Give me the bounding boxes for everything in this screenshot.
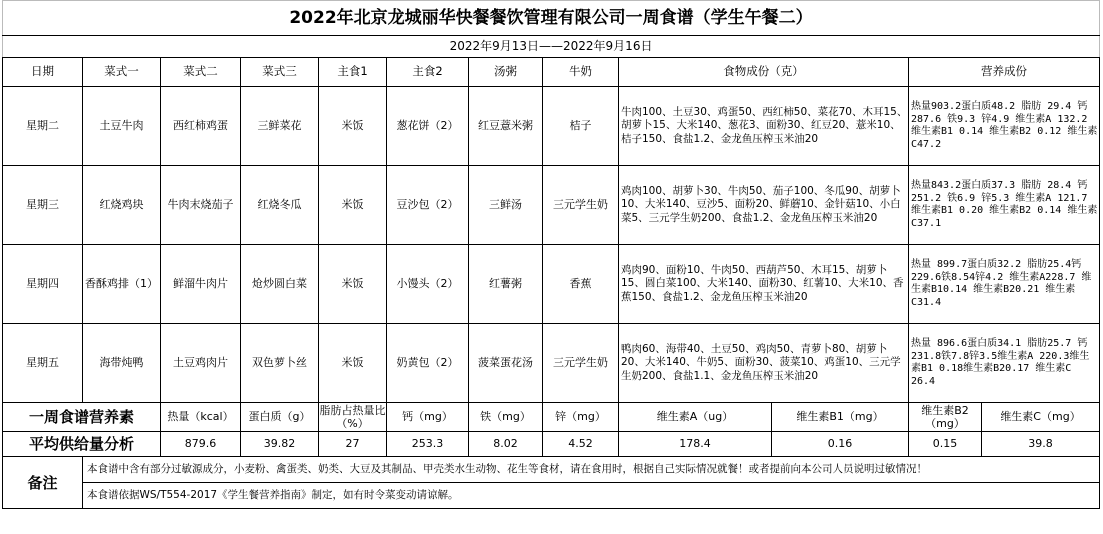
avg-value-zinc: 4.52 xyxy=(543,432,619,457)
ingredients-cell: 鸡肉90、面粉10、牛肉50、西葫芦50、木耳15、胡萝卜15、圆白菜100、大米140、面粉30、红薯10、大米10、香蕉150、食盐1.2、金龙鱼压榨玉米油20 xyxy=(619,245,909,324)
header-ingredients: 食物成份（克） xyxy=(619,58,909,87)
dish3-cell: 双色萝卜丝 xyxy=(241,324,319,403)
avg-value-calcium: 253.3 xyxy=(387,432,469,457)
dish1-cell: 红烧鸡块 xyxy=(83,166,161,245)
staple1-cell: 米饭 xyxy=(319,245,387,324)
avg-header-row xyxy=(3,403,1100,432)
date-range: 2022年9月13日——2022年9月16日 xyxy=(3,36,1100,58)
dish1-cell: 土豆牛肉 xyxy=(83,87,161,166)
staple2-cell: 豆沙包（2） xyxy=(387,166,469,245)
soup-cell: 红豆薏米粥 xyxy=(469,87,543,166)
menu-table xyxy=(2,0,1100,509)
nutrition-cell: 热量 896.6蛋白质34.1 脂肪25.7 钙231.8铁7.8锌3.5维生素A 220.3维生素B1 0.18维生素B20.17 维生素C 26.4 xyxy=(909,324,1100,403)
avg-value-vitamin-b1: 0.16 xyxy=(772,432,909,457)
staple1-cell: 米饭 xyxy=(319,324,387,403)
day-row xyxy=(3,245,1100,324)
avg-value-iron: 8.02 xyxy=(469,432,543,457)
header-staple2: 主食2 xyxy=(387,58,469,87)
ingredients-cell: 鸭肉60、海带40、土豆50、鸡肉50、青萝卜80、胡萝卜20、大米140、牛奶5、面粉30、菠菜10、鸡蛋10、三元学生奶200、食盐1.1、金龙鱼压榨玉米油20 xyxy=(619,324,909,403)
dish2-cell: 牛肉末烧茄子 xyxy=(161,166,241,245)
avg-value-vitamin-a: 178.4 xyxy=(619,432,772,457)
header-staple1: 主食1 xyxy=(319,58,387,87)
day-label: 星期二 xyxy=(3,87,83,166)
staple2-cell: 小馒头（2） xyxy=(387,245,469,324)
dish3-cell: 红烧冬瓜 xyxy=(241,166,319,245)
avg-value-vitamin-b2: 0.15 xyxy=(909,432,982,457)
day-row xyxy=(3,166,1100,245)
avg-header-fat-ratio: 脂肪占热量比（%） xyxy=(319,403,386,430)
header-nutrition: 营养成份 xyxy=(909,58,1100,87)
staple2-cell: 奶黄包（2） xyxy=(387,324,469,403)
milk-cell: 桔子 xyxy=(543,87,619,166)
day-row xyxy=(3,87,1100,166)
avg-header-vitamin-a: 维生素A（ug） xyxy=(619,403,772,432)
avg-value-vitamin-c: 39.8 xyxy=(982,432,1100,457)
dish2-cell: 西红柿鸡蛋 xyxy=(161,87,241,166)
dish3-cell: 三鲜菜花 xyxy=(241,87,319,166)
ingredients-cell: 牛肉100、土豆30、鸡蛋50、西红柿50、菜花70、木耳15、胡萝卜15、大米140、葱花3、面粉30、红豆20、薏米10、桔子150、食盐1.2、金龙鱼压榨玉米油20 xyxy=(619,87,909,166)
soup-cell: 三鲜汤 xyxy=(469,166,543,245)
dish1-cell: 香酥鸡排（1） xyxy=(83,245,161,324)
header-dish3: 菜式三 xyxy=(241,58,319,87)
nutrition-cell: 热量903.2蛋白质48.2 脂肪 29.4 钙 287.6 铁9.3 锌4.9 维生素A 132.2 维生素B1 0.14 维生素B2 0.12 维生素C47.2 xyxy=(909,87,1100,166)
avg-header-zinc: 锌（mg） xyxy=(543,403,619,432)
avg-header-protein: 蛋白质（g） xyxy=(241,403,319,432)
nutrition-cell: 热量843.2蛋白质37.3 脂肪 28.4 钙 251.2 铁6.9 锌5.3 维生素A 121.7 维生素B1 0.20 维生素B2 0.14 维生素C37.1 xyxy=(909,166,1100,245)
page-title: 2022年北京龙城丽华快餐餐饮管理有限公司一周食谱（学生午餐二） xyxy=(3,1,1100,36)
header-milk: 牛奶 xyxy=(543,58,619,87)
header-date: 日期 xyxy=(3,58,83,87)
avg-header-calcium: 钙（mg） xyxy=(387,403,469,432)
soup-cell: 菠菜蛋花汤 xyxy=(469,324,543,403)
day-label: 星期五 xyxy=(3,324,83,403)
staple2-cell: 葱花饼（2） xyxy=(387,87,469,166)
avg-header-vitamin-b1: 维生素B1（mg） xyxy=(772,403,909,432)
dish1-cell: 海带炖鸭 xyxy=(83,324,161,403)
avg-value-fat-ratio: 27 xyxy=(319,432,387,457)
header-soup: 汤粥 xyxy=(469,58,543,87)
milk-cell: 三元学生奶 xyxy=(543,324,619,403)
avg-header-vitamin-c: 维生素C（mg） xyxy=(982,403,1100,432)
avg-header-iron: 铁（mg） xyxy=(469,403,543,432)
dish2-cell: 土豆鸡肉片 xyxy=(161,324,241,403)
dish3-cell: 炝炒圆白菜 xyxy=(241,245,319,324)
milk-cell: 三元学生奶 xyxy=(543,166,619,245)
avg-section-label-1: 一周食谱营养素 xyxy=(3,403,161,432)
avg-value-kcal: 879.6 xyxy=(161,432,241,457)
notes-row xyxy=(3,457,1100,483)
note-allergen: 本食谱中含有部分过敏源成分，小麦粉、禽蛋类、奶类、大豆及其制品、甲壳类水生动物、花生等食材，请在食用时，根据自己实际情况就餐！或者提前向本公司人员说明过敏情况！ xyxy=(83,457,1100,483)
staple1-cell: 米饭 xyxy=(319,87,387,166)
staple1-cell: 米饭 xyxy=(319,166,387,245)
note-guideline: 本食谱依据WS/T554-2017《学生餐营养指南》制定，如有时令菜变动请谅解。 xyxy=(83,483,1100,509)
avg-header-vitamin-b2: 维生素B2（mg） xyxy=(909,403,982,432)
soup-cell: 红薯粥 xyxy=(469,245,543,324)
day-row xyxy=(3,324,1100,403)
avg-value-row xyxy=(3,432,1100,457)
ingredients-cell: 鸡肉100、胡萝卜30、牛肉50、茄子100、冬瓜90、胡萝卜10、大米140、豆沙5、面粉20、鲜蘑10、金针菇10、小白菜5、三元学生奶200、食盐1.2、金龙鱼压榨玉米油20 xyxy=(619,166,909,245)
nutrition-cell: 热量 899.7蛋白质32.2 脂肪25.4钙229.6铁8.54锌4.2 维生素A228.7 维生素B10.14 维生素B20.21 维生素C31.4 xyxy=(909,245,1100,324)
milk-cell: 香蕉 xyxy=(543,245,619,324)
avg-header-kcal: 热量（kcal） xyxy=(161,403,241,432)
header-dish2: 菜式二 xyxy=(161,58,241,87)
day-label: 星期四 xyxy=(3,245,83,324)
notes-row xyxy=(3,483,1100,509)
notes-label: 备注 xyxy=(3,457,83,509)
dish2-cell: 鲜溜牛肉片 xyxy=(161,245,241,324)
avg-value-protein: 39.82 xyxy=(241,432,319,457)
avg-section-label-2: 平均供给量分析 xyxy=(3,432,161,457)
header-dish1: 菜式一 xyxy=(83,58,161,87)
day-label: 星期三 xyxy=(3,166,83,245)
